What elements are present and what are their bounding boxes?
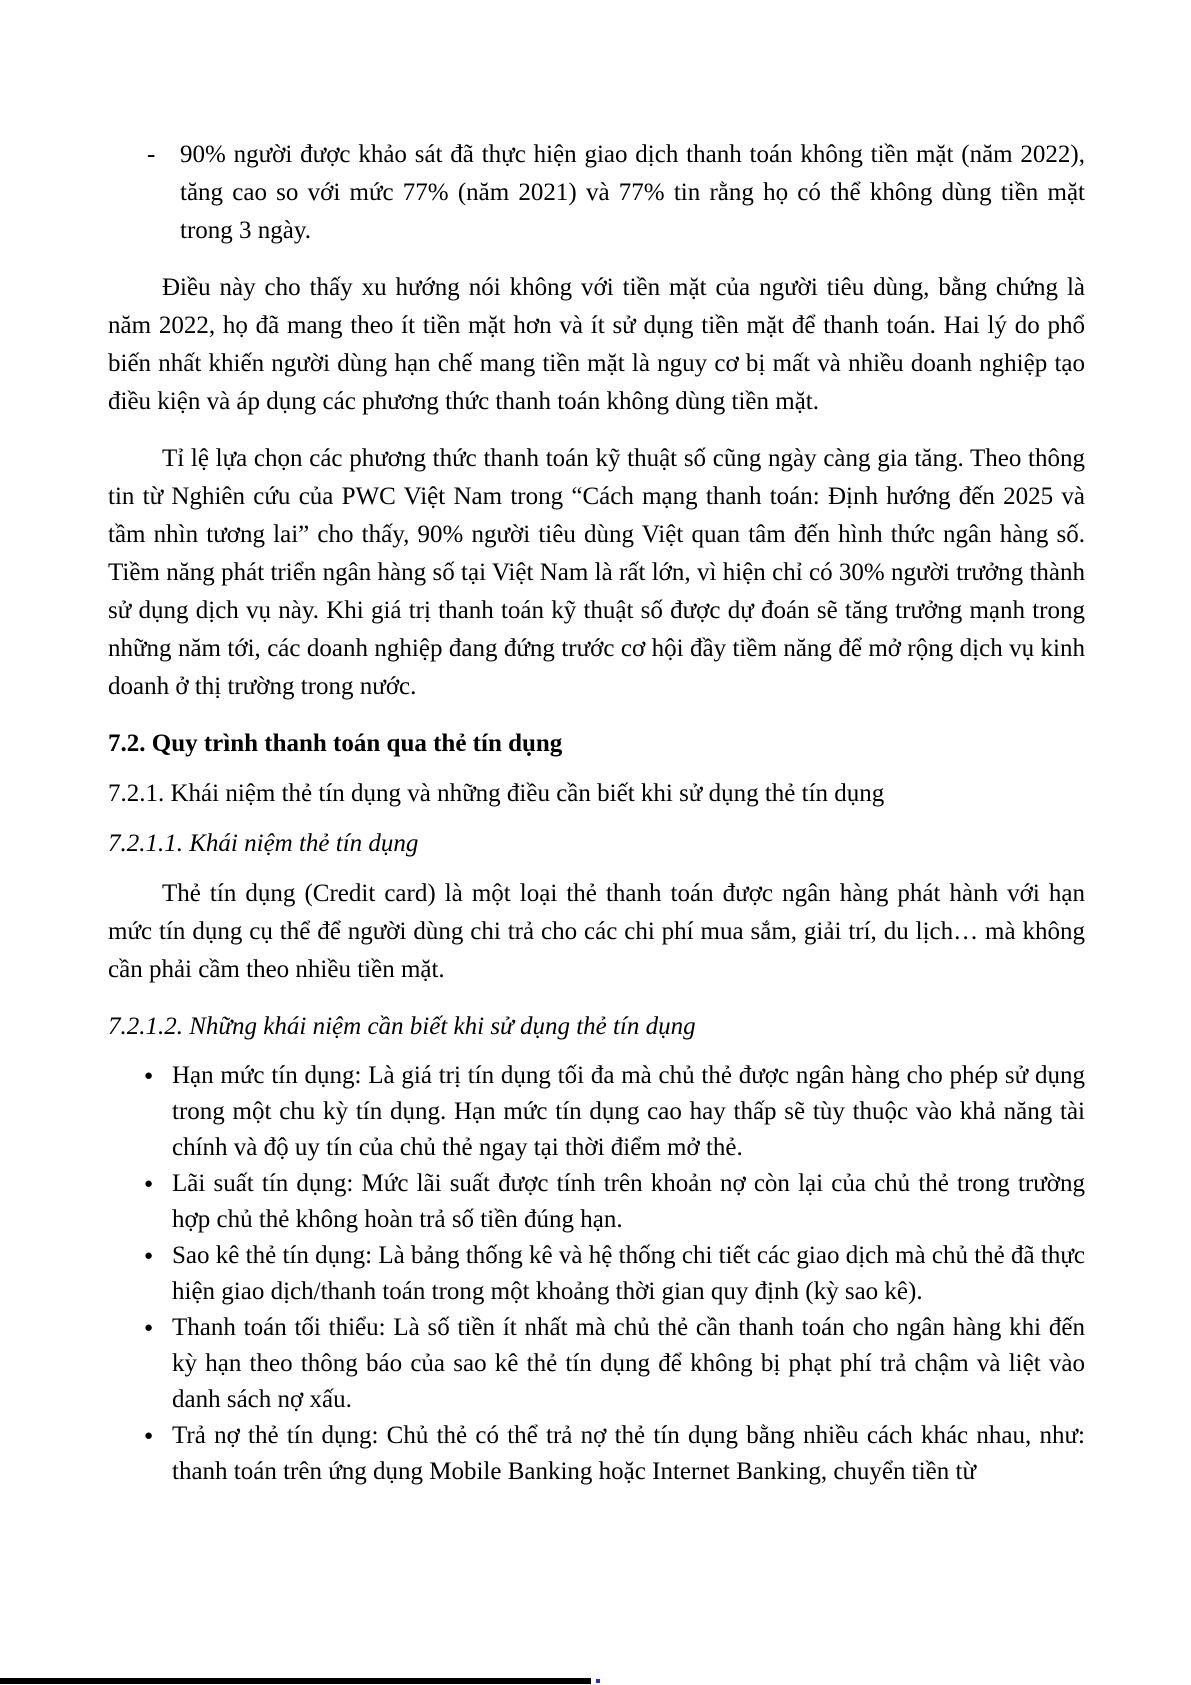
paragraph-digital-payment: Tỉ lệ lựa chọn các phương thức thanh toán kỹ thuật số cũng ngày càng gia tăng. Theo thông tin từ Nghiên cứu của PWC Việt Nam trong “Cách mạng thanh toán: Định hướng đến 2025 và tầm nhìn tương lai” cho thấy, 90% người tiêu dùng Việt quan tâm đến hình thức ngân hàng số. Tiềm năng phát triển ngân hàng số tại Việt Nam là rất lớn, vì hiện chỉ có 30% người trưởng thành sử dụng dịch vụ này. Khi giá trị thanh toán kỹ thuật số được dự đoán sẽ tăng trưởng mạnh trong những năm tới, các doanh nghiệp đang đứng trước cơ hội đầy tiềm năng để mở rộng dịch vụ kinh doanh ở thị trường trong nước.: [108, 445, 1085, 700]
bullet-item-debt-repayment: [144, 1418, 1085, 1490]
section-heading-7-2-1-2: 7.2.1.2. Những khái niệm cần biết khi sử dụng thẻ tín dụng: [108, 1013, 696, 1040]
bottom-divider-bar: [0, 1678, 591, 1684]
dash-list-item-text: 90% người được khảo sát đã thực hiện giao dịch thanh toán không tiền mặt (năm 2022), tăng cao so với mức 77% (năm 2021) và 77% tin rằng họ có thể không dùng tiền mặt trong 3 ngày.: [180, 141, 1085, 244]
bullet-marker: ●: [144, 1320, 154, 1336]
bullet-item-text: Sao kê thẻ tín dụng: Là bảng thống kê và hệ thống chi tiết các giao dịch mà chủ thẻ đã thực hiện giao dịch/thanh toán trong một khoảng thời gian quy định (kỳ sao kê).: [172, 1242, 1085, 1305]
bullet-item-minimum-payment: [144, 1310, 1085, 1418]
bullet-item-text: Lãi suất tín dụng: Mức lãi suất được tính trên khoản nợ còn lại của chủ thẻ trong trường hợp chủ thẻ không hoàn trả số tiền đúng hạn.: [172, 1170, 1085, 1233]
paragraph-credit-card-definition: Thẻ tín dụng (Credit card) là một loại thẻ thanh toán được ngân hàng phát hành với hạn mức tín dụng cụ thể để người dùng chi trả cho các chi phí mua sắm, giải trí, du lịch… mà không cần phải cầm theo nhiều tiền mặt.: [108, 880, 1085, 983]
section-heading-7-2-1-1: 7.2.1.1. Khái niệm thẻ tín dụng: [108, 830, 419, 857]
dash-bullet-marker: -: [147, 141, 156, 168]
bullet-item-credit-limit: [144, 1058, 1085, 1166]
bullet-marker: ●: [144, 1068, 154, 1084]
bullet-marker: ●: [144, 1248, 154, 1264]
bullet-item-statement: [144, 1238, 1085, 1310]
bottom-bar-dot: [596, 1679, 600, 1683]
section-heading-7-2-1: 7.2.1. Khái niệm thẻ tín dụng và những điều cần biết khi sử dụng thẻ tín dụng: [108, 780, 885, 807]
bullet-item-text: Thanh toán tối thiểu: Là số tiền ít nhất mà chủ thẻ cần thanh toán cho ngân hàng khi đến kỳ hạn theo thông báo của sao kê thẻ tín dụng để không bị phạt phí trả chậm và liệt vào danh sách nợ xấu.: [172, 1314, 1085, 1413]
bullet-item-interest-rate: [144, 1166, 1085, 1238]
bullet-item-text: Hạn mức tín dụng: Là giá trị tín dụng tối đa mà chủ thẻ được ngân hàng cho phép sử dụng trong một chu kỳ tín dụng. Hạn mức tín dụng cao hay thấp sẽ tùy thuộc vào khả năng tài chính và độ uy tín của chủ thẻ ngay tại thời điểm mở thẻ.: [172, 1062, 1085, 1161]
paragraph-cash-trend: Điều này cho thấy xu hướng nói không với tiền mặt của người tiêu dùng, bằng chứng là năm 2022, họ đã mang theo ít tiền mặt hơn và ít sử dụng tiền mặt để thanh toán. Hai lý do phổ biến nhất khiến người dùng hạn chế mang tiền mặt là nguy cơ bị mất và nhiều doanh nghiệp tạo điều kiện và áp dụng các phương thức thanh toán không dùng tiền mặt.: [108, 274, 1085, 415]
bullet-marker: ●: [144, 1428, 154, 1444]
bullet-item-text: Trả nợ thẻ tín dụng: Chủ thẻ có thể trả nợ thẻ tín dụng bằng nhiều cách khác nhau, như: thanh toán trên ứng dụng Mobile Banking hoặc Internet Banking, chuyển tiền từ: [172, 1422, 1085, 1485]
document-content: [108, 136, 1085, 1490]
dash-list-item: [147, 136, 1085, 250]
bullet-list: [108, 1058, 1085, 1490]
section-heading-7-2: 7.2. Quy trình thanh toán qua thẻ tín dụng: [108, 730, 563, 757]
bullet-marker: ●: [144, 1176, 154, 1192]
